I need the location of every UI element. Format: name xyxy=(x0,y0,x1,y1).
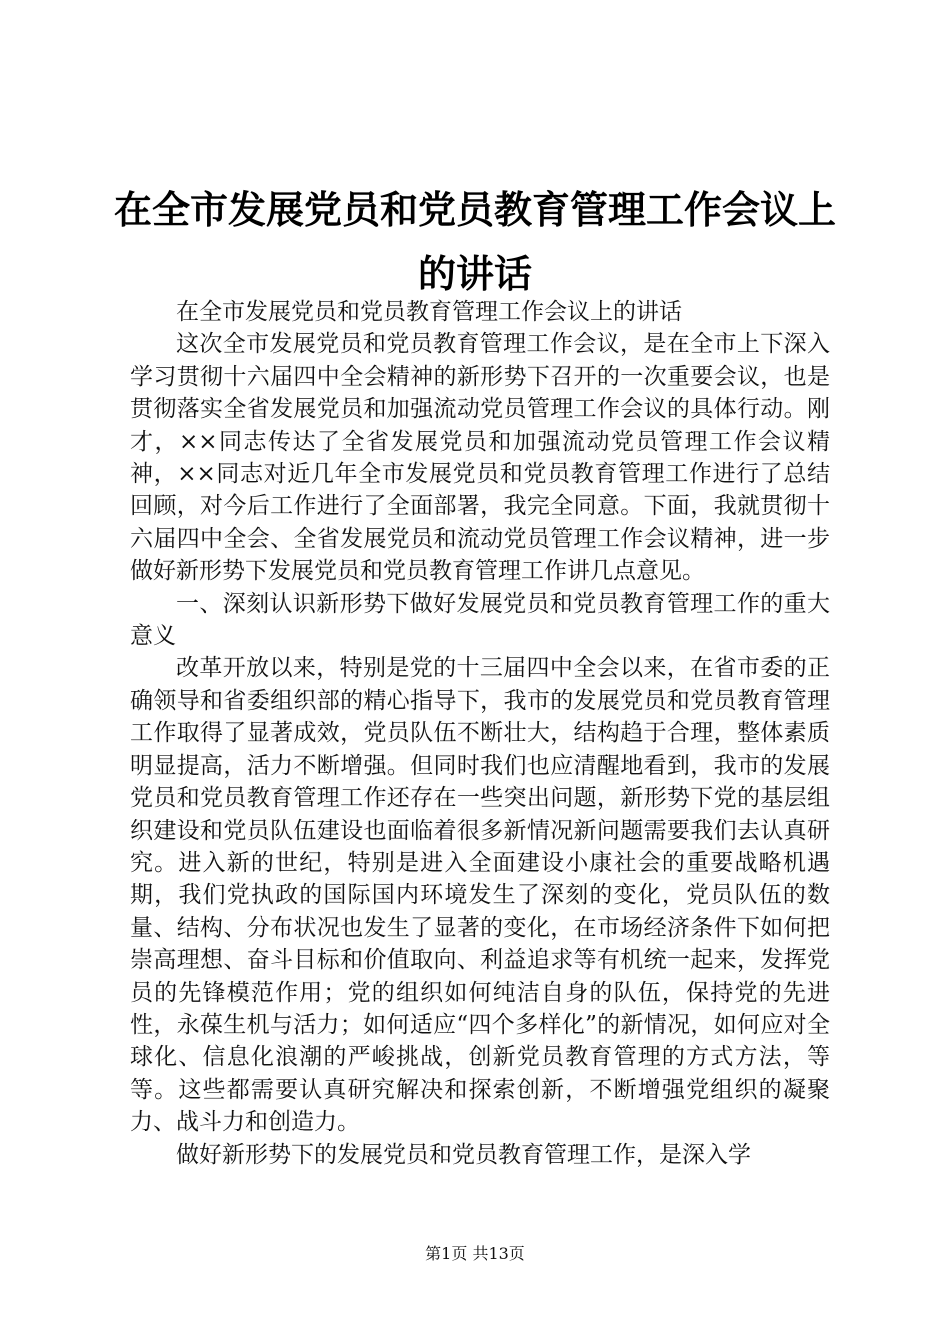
document-body xyxy=(130,296,830,1171)
subtitle-paragraph: 在全市发展党员和党员教育管理工作会议上的讲话 xyxy=(176,299,682,325)
intro-paragraph: 这次全市发展党员和党员教育管理工作会议，是在全市上下深入学习贯彻十六届四中全会精神的新形势下召开的一次重要会议，也是贯彻落实全省发展党员和加强流动党员管理工作会议的具体行动。刚才，××同志传达了全省发展党员和加强流动党员管理工作会议精神，××同志对近几年全市发展党员和党员教育管理工作进行了总结回顾，对今后工作进行了全面部署，我完全同意。下面，我就贯彻十六届四中全会、全省发展党员和流动党员管理工作会议精神，进一步做好新形势下发展党员和党员教育管理工作讲几点意见。 xyxy=(130,331,830,585)
page-number: 第1页 共13页 xyxy=(425,1244,525,1263)
body-paragraph: 做好新形势下的发展党员和党员教育管理工作，是深入学 xyxy=(176,1141,751,1168)
section-heading: 一、深刻认识新形势下做好发展党员和党员教育管理工作的重大意义 xyxy=(130,590,830,650)
body-paragraph: 改革开放以来，特别是党的十三届四中全会以来，在省市委的正确领导和省委组织部的精心指导下，我市的发展党员和党员教育管理工作取得了显著成效，党员队伍不断壮大，结构趋于合理，整体素质明显提高，活力不断增强。但同时我们也应清醒地看到，我市的发展党员和党员教育管理工作还存在一些突出问题，新形势下党的基层组织建设和党员队伍建设也面临着很多新情况新问题需要我们去认真研究。进入新的世纪，特别是进入全面建设小康社会的重要战略机遇期，我们党执政的国际国内环境发生了深刻的变化，党员队伍的数量、结构、分布状况也发生了显著的变化，在市场经济条件下如何把崇高理想、奋斗目标和价值取向、利益追求等有机统一起来，发挥党员的先锋模范作用；党的组织如何纯洁自身的队伍，保持党的先进性，永葆生机与活力；如何适应“四个多样化”的新情况，如何应对全球化、信息化浪潮的严峻挑战，创新党员教育管理的方式方法，等等。这些都需要认真研究解决和探索创新，不断增强党组织的凝聚力、战斗力和创造力。 xyxy=(130,655,830,1136)
document-title: 在全市发展党员和党员教育管理工作会议上的讲话 xyxy=(113,187,836,296)
